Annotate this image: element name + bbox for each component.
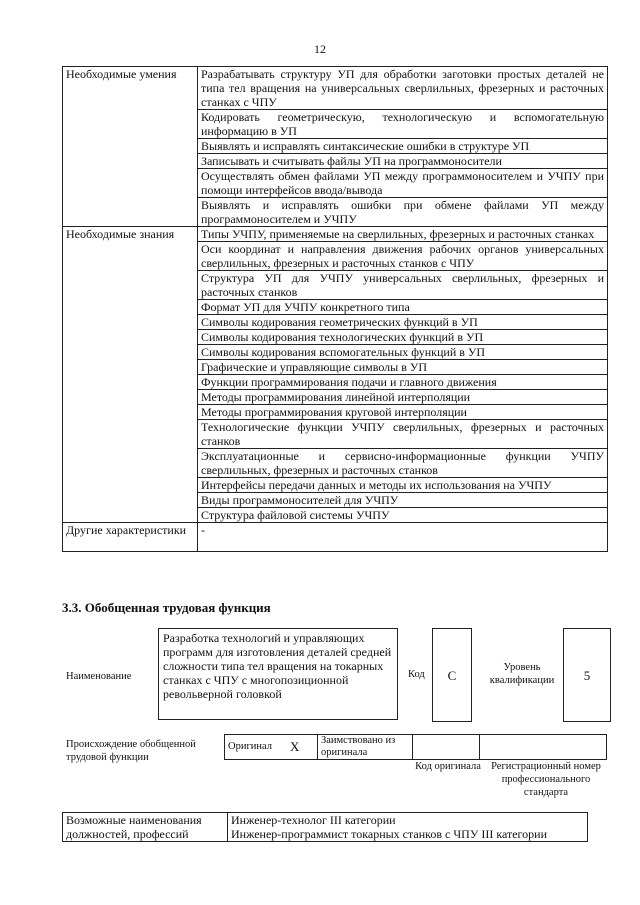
other-header: Другие характеристики (63, 523, 198, 552)
code-label: Код (408, 669, 425, 680)
reg-number-label: Регистрационный номер профессионального стандарта (491, 761, 601, 798)
origin-label: Происхождение обобщенной трудовой функции (66, 739, 196, 763)
job-item: Инженер-технолог III категории (231, 813, 396, 827)
knowledge-item: Символы кодирования геометрических функций в УП (198, 315, 608, 330)
knowledge-item: Формат УП для УЧПУ конкретного типа (198, 300, 608, 315)
level-label: Уровень квалификации (489, 662, 555, 686)
original-label: Оригинал (225, 735, 288, 760)
borrowed-label: Заимствовано из оригинала (318, 735, 413, 760)
skills-item: Выявлять и исправлять синтаксические ошибки в структуре УП (198, 139, 608, 154)
skills-item: Разрабатывать структуру УП для обработки заготовки простых деталей не типа тел вращения на универсальных сверлильных, фрезерных и расточных станках с ЧПУ (198, 67, 608, 110)
knowledge-item: Символы кодирования вспомогательных функций в УП (198, 345, 608, 360)
skills-knowledge-table (62, 66, 608, 552)
skills-item: Осуществлять обмен файлами УП между программоносителем и УЧПУ при помощи интерфейсов ввода/вывода (198, 169, 608, 198)
level-value: 5 (583, 668, 591, 683)
job-item: Инженер-программист токарных станков с ЧПУ III категории (231, 827, 548, 841)
original-code-cell (413, 735, 480, 760)
knowledge-item: Оси координат и направления движения рабочих органов универсальных сверлильных, фрезерных и расточных станков с ЧПУ (198, 242, 608, 271)
knowledge-item: Структура УП для УЧПУ универсальных сверлильных, фрезерных и расточных станков (198, 271, 608, 300)
knowledge-row (63, 227, 608, 242)
knowledge-header: Необходимые знания (63, 227, 198, 523)
knowledge-item: Эксплуатационные и сервисно-информационные функции УЧПУ сверлильных, фрезерных и расточных станков (198, 449, 608, 478)
knowledge-item: Методы программирования линейной интерполяции (198, 390, 608, 405)
knowledge-item: Типы УЧПУ, применяемые на сверлильных, фрезерных и расточных станках (198, 227, 608, 242)
original-mark: X (287, 735, 318, 760)
knowledge-item: Графические и управляющие символы в УП (198, 360, 608, 375)
other-value: - (198, 523, 608, 552)
jobs-list (228, 813, 588, 842)
other-row (63, 523, 608, 552)
knowledge-item: Структура файловой системы УЧПУ (198, 508, 608, 523)
code-value: C (447, 668, 457, 683)
knowledge-item: Виды программоносителей для УЧПУ (198, 493, 608, 508)
section-title: 3.3. Обобщенная трудовая функция (62, 600, 271, 615)
origin-table (224, 734, 607, 760)
original-code-label: Код оригинала (415, 761, 481, 772)
knowledge-item: Технологические функции УЧПУ сверлильных, фрезерных и расточных станков (198, 420, 608, 449)
skills-item: Записывать и считывать файлы УП на программоносители (198, 154, 608, 169)
name-value-box (158, 628, 398, 720)
jobs-table (62, 812, 588, 842)
knowledge-item: Символы кодирования технологических функций в УП (198, 330, 608, 345)
knowledge-item: Интерфейсы передачи данных и методы их использования на УЧПУ (198, 478, 608, 493)
level-box (563, 628, 611, 722)
skills-row (63, 67, 608, 110)
skills-header: Необходимые умения (63, 67, 198, 227)
jobs-label: Возможные наименования должностей, профессий (63, 813, 228, 842)
name-label: Наименование (66, 671, 132, 682)
skills-item: Кодировать геометрическую, технологическую и вспомогательную информацию в УП (198, 110, 608, 139)
skills-item: Выявлять и исправлять ошибки при обмене файлами УП между программоносителем и УЧПУ (198, 198, 608, 227)
knowledge-item: Методы программирования круговой интерполяции (198, 405, 608, 420)
page-number: 12 (314, 42, 326, 56)
knowledge-item: Функции программирования подачи и главного движения (198, 375, 608, 390)
name-value: Разработка технологий и управляющих программ для изготовления деталей средней сложности типа тел вращения на токарных станках с ЧПУ с многопозиционной револьверной головкой (163, 631, 392, 701)
code-box (432, 628, 472, 722)
reg-number-cell (480, 735, 607, 760)
